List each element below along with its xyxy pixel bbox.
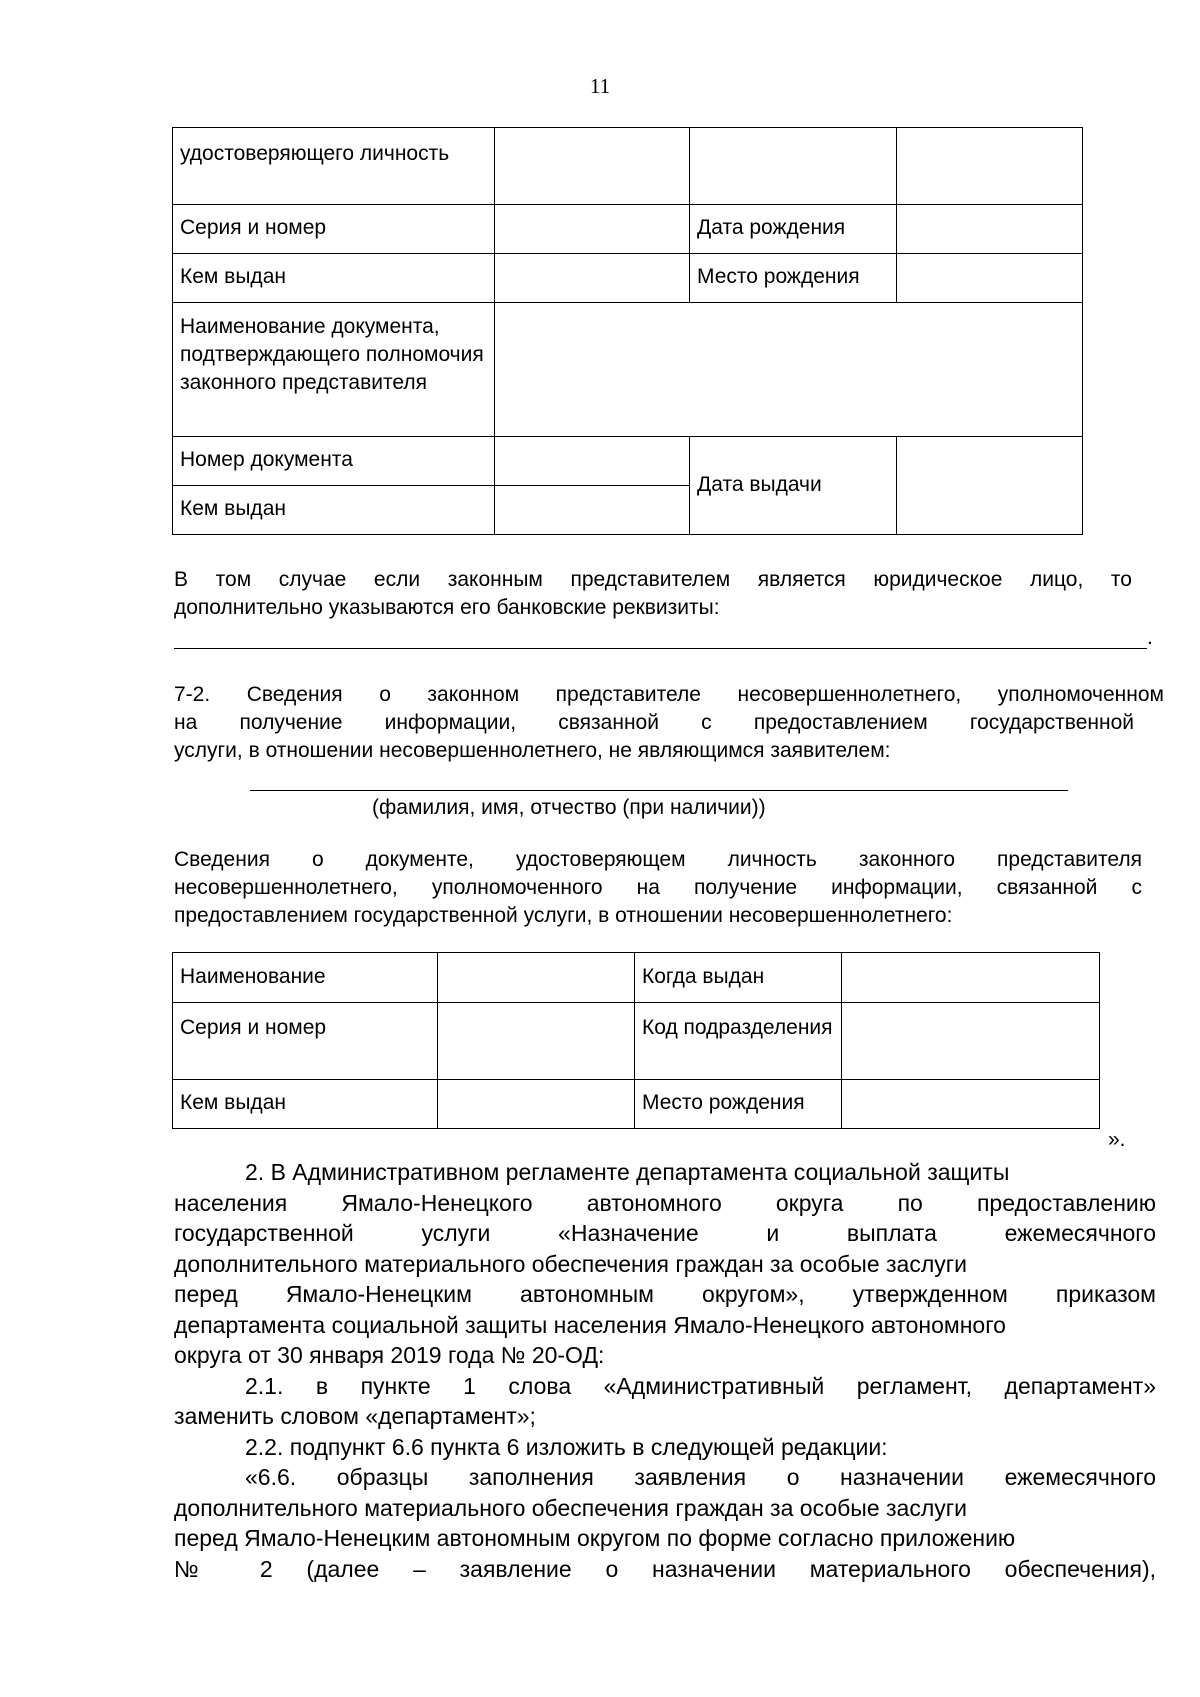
paragraph-6-6-line: перед Ямало-Ненецким автономным округом по форме согласно приложению (174, 1525, 1016, 1551)
table-row (173, 303, 1083, 437)
minor-representative-id-table (172, 952, 1100, 1129)
birth-place-value (842, 1080, 1100, 1129)
section-7-2-line: 7-2. Сведения о законном представителе несовершеннолетнего, уполномоченном (174, 683, 1164, 706)
legal-entity-note-line: В том случае если законным представителем является юридическое лицо, то (174, 568, 1132, 591)
table-row (173, 205, 1083, 254)
id-doc-intro-line: Сведения о документе, удостоверяющем личность законного представителя (174, 848, 1142, 871)
fio-line (250, 790, 1068, 791)
id-doc-intro (174, 846, 1142, 930)
when-issued-value (842, 953, 1100, 1003)
paragraph-2-2-line: 2.2. подпункт 6.6 пункта 6 изложить в следующей редакции: (245, 1433, 888, 1460)
issue-date-label: Дата выдачи (690, 437, 897, 535)
section-7-2-line: услуги, в отношении несовершеннолетнего, не являющимся заявителем: (174, 739, 891, 762)
authority-doc-value (495, 303, 1083, 437)
series-number-label: Серия и номер (173, 205, 495, 254)
table-row (173, 1003, 1100, 1080)
legal-entity-note (174, 566, 1132, 622)
series-number-label: Серия и номер (173, 1003, 438, 1080)
paragraph-2-line: 2. В Административном регламенте департамента социальной защиты (245, 1159, 1010, 1185)
issued-by-value (495, 254, 690, 303)
table-row (173, 953, 1100, 1003)
id-doc-label: удостоверяющего личность (173, 128, 495, 205)
issued-by-label: Кем выдан (173, 254, 495, 303)
id-doc-value (495, 128, 690, 205)
issued-by-label-2: Кем выдан (173, 486, 495, 535)
section-7-2 (174, 681, 1164, 765)
bank-details-line (174, 648, 1147, 649)
issued-by-value (438, 1080, 635, 1129)
paragraph-2-1-line: заменить словом «департамент»; (174, 1403, 536, 1429)
paragraph-2-1-line: 2.1. в пункте 1 слова «Административный регламент, департамент» (245, 1372, 1156, 1399)
birth-date-value (897, 205, 1083, 254)
paragraph-2-line: перед Ямало-Ненецким автономным округом», утвержденном приказом (174, 1281, 1156, 1307)
id-doc-intro-line: предоставлением государственной услуги, в отношении несовершеннолетнего: (174, 904, 953, 927)
paragraph-2-line: округа от 30 января 2019 года № 20-ОД: (174, 1342, 605, 1368)
division-code-label: Код подразделения (635, 1003, 842, 1080)
series-number-value (438, 1003, 635, 1080)
doc-number-value (495, 437, 690, 486)
table-row (173, 128, 1083, 205)
amendment-text (174, 1157, 1156, 1584)
table-row (173, 437, 1083, 486)
birth-place-label: Место рождения (690, 254, 897, 303)
issued-by-value-2 (495, 486, 690, 535)
paragraph-2-line: населения Ямало-Ненецкого автономного округа по предоставлению (174, 1189, 1156, 1216)
issued-by-label: Кем выдан (173, 1080, 438, 1129)
birth-place-value (897, 254, 1083, 303)
fio-caption: (фамилия, имя, отчество (при наличии)) (372, 796, 766, 819)
empty-cell (690, 128, 897, 205)
table-row (173, 1080, 1100, 1129)
authority-doc-label: Наименование документа, подтверждающего полномочия законного представителя (173, 303, 495, 437)
division-code-value (842, 1003, 1100, 1080)
paragraph-2-line: дополнительного материального обеспечения граждан за особые заслуги (174, 1250, 968, 1277)
representative-id-table (172, 127, 1083, 535)
paragraph-6-6-line: дополнительного материального обеспечения граждан за особые заслуги (174, 1494, 968, 1521)
birth-date-label: Дата рождения (690, 205, 897, 254)
paragraph-6-6-line: «6.6. образцы заполнения заявления о назначении ежемесячного (245, 1464, 1156, 1490)
table-row (173, 254, 1083, 303)
empty-cell (897, 128, 1083, 205)
name-label: Наименование (173, 953, 438, 1003)
legal-entity-note-line: дополнительно указываются его банковские реквизиты: (174, 596, 720, 619)
paragraph-2-line: департамента социальной защиты населения Ямало-Ненецкого автономного (174, 1311, 1006, 1338)
name-value (438, 953, 635, 1003)
birth-place-label: Место рождения (635, 1080, 842, 1129)
series-number-value (495, 205, 690, 254)
closing-quote: ». (1108, 1128, 1126, 1151)
id-doc-intro-line: несовершеннолетнего, уполномоченного на получение информации, связанной с (174, 876, 1142, 899)
page-number: 11 (589, 74, 611, 98)
when-issued-label: Когда выдан (635, 953, 842, 1003)
issue-date-value (897, 437, 1083, 535)
section-7-2-line: на получение информации, связанной с предоставлением государственной (174, 711, 1134, 734)
doc-number-label: Номер документа (173, 437, 495, 486)
bank-details-end: . (1147, 626, 1153, 649)
paragraph-2-line: государственной услуги «Назначение и выплата ежемесячного (174, 1220, 1156, 1246)
paragraph-6-6-line: № 2 (далее – заявление о назначении материального обеспечения), (174, 1555, 1156, 1582)
